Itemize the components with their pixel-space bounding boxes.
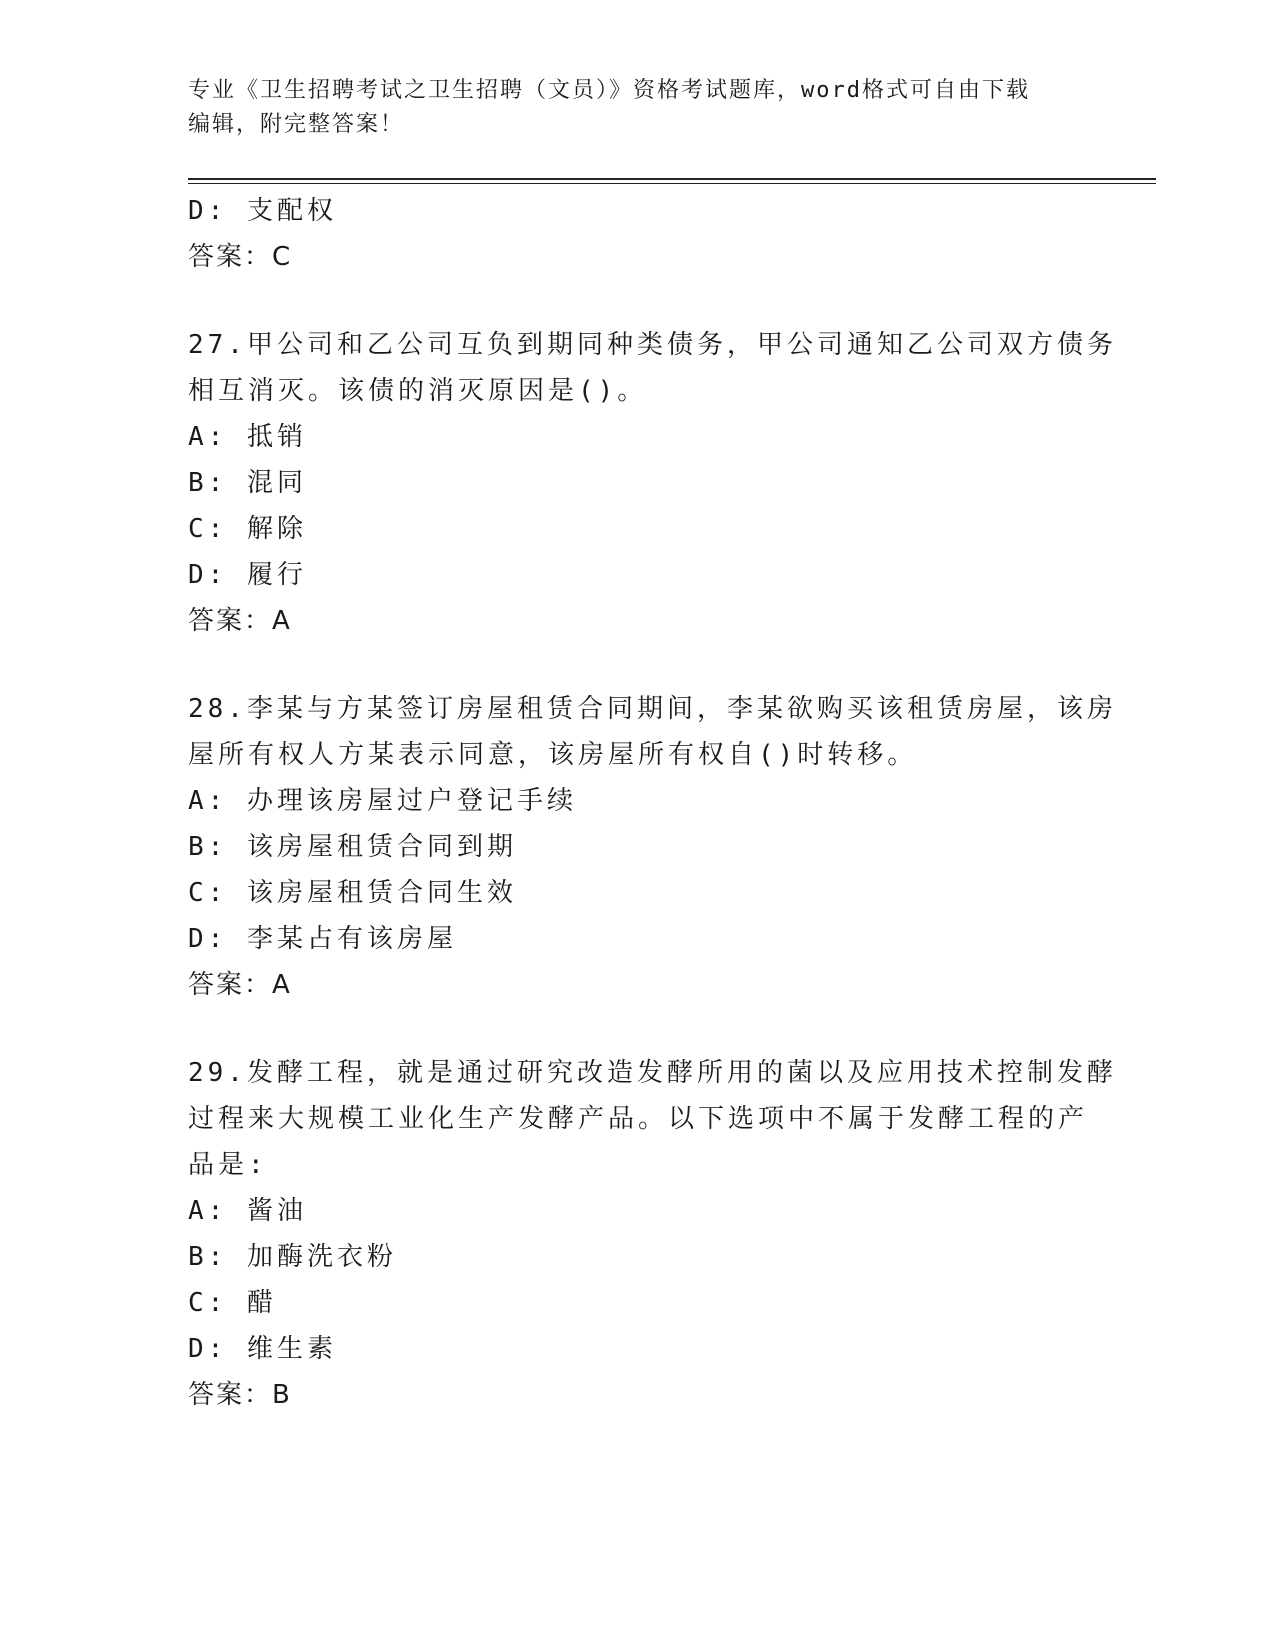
question-text [188,322,1117,414]
option-c: C: 解除 [188,514,307,544]
spacer [188,644,1088,686]
question-line: 过程来大规模工业化生产发酵产品。以下选项中不属于发酵工程的产 [188,1104,1089,1134]
question-line: 27.甲公司和乙公司互负到期同种类债务，甲公司通知乙公司双方债务 [188,330,1117,360]
option-d: D: 履行 [188,560,307,590]
header-line-1: 专业《卫生招聘考试之卫生招聘（文员）》资格考试题库，word格式可自由下载 [188,78,1030,103]
spacer [188,1008,1088,1050]
option-c: C: 该房屋租赁合同生效 [188,878,517,908]
header-divider-thin [188,183,1156,184]
question-line: 29.发酵工程，就是通过研究改造发酵所用的菌以及应用技术控制发酵 [188,1058,1117,1088]
option-a: A: 酱油 [188,1196,307,1226]
option-d: D: 支配权 [188,196,337,226]
option-a: A: 抵销 [188,422,307,452]
option-b: B: 加酶洗衣粉 [188,1242,397,1272]
question-line: 品是: [188,1150,268,1180]
answer-line: 答案：C [188,242,293,272]
question-line: 相互消灭。该债的消灭原因是()。 [188,376,648,406]
header-divider [188,178,1156,180]
question-line: 屋所有权人方某表示同意，该房屋所有权自()时转移。 [188,740,918,770]
question-27 [188,322,1117,644]
answer-line: 答案：A [188,970,292,1000]
option-b: B: 该房屋租赁合同到期 [188,832,517,862]
question-text [188,1050,1117,1188]
question-list [188,188,1117,1418]
spacer [188,280,1088,322]
previous-question-tail [188,188,1088,280]
option-b: B: 混同 [188,468,307,498]
document-header [188,74,1088,142]
question-28 [188,686,1117,1008]
question-29 [188,1050,1117,1418]
option-a: A: 办理该房屋过户登记手续 [188,786,577,816]
answer-line: 答案：A [188,606,292,636]
answer-line: 答案：B [188,1380,292,1410]
question-text [188,686,1117,778]
option-c: C: 醋 [188,1288,277,1318]
option-d: D: 维生素 [188,1334,337,1364]
header-line-2: 编辑，附完整答案！ [188,112,405,137]
option-d: D: 李某占有该房屋 [188,924,457,954]
question-line: 28.李某与方某签订房屋租赁合同期间，李某欲购买该租赁房屋，该房 [188,694,1117,724]
